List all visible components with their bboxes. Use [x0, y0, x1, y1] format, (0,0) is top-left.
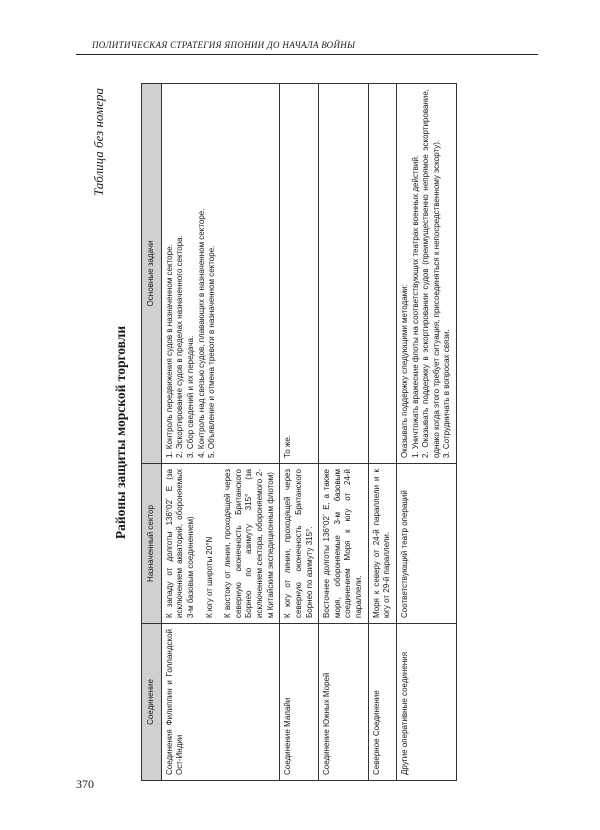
tasks-cell [396, 84, 456, 464]
sector-paragraph: Моря к северу от 24-й параллели и к югу от 29-й параллели. [371, 469, 392, 618]
tasks-cell [319, 84, 369, 464]
column-header-sector: Назначенный сектор [142, 464, 162, 624]
sector-cell [368, 464, 396, 624]
table-row [319, 84, 369, 781]
task-item: 1. Уничтожать вражеские флоты на соответствующих театрах военных действий. [410, 154, 420, 458]
table-row [280, 84, 319, 781]
table-row [396, 84, 456, 781]
tasks-cell [368, 84, 396, 464]
table-caption: Таблица без номера [91, 88, 106, 197]
table-title: Районы защиты морской торговли [113, 325, 128, 540]
sector-paragraph: Восточнее долготы 136°02´ Е, а также моря, обороняемые 3-м базовым соединением Моря к югу от 24-й параллели. [322, 469, 363, 618]
unit-cell: Соединение Южных Морей [319, 624, 369, 781]
header-rule [76, 54, 538, 55]
task-item: Оказывать поддержку следующими методами: [399, 284, 409, 458]
sector-paragraph: К югу от линии, проходящей через северную оконечность Британского Борнео по азимуту 315°. [283, 469, 314, 618]
table-body [161, 84, 456, 781]
sector-paragraph: К западу от долготы 136°02´ Е (за исключением акваторий, обороняемых 3-м базовым соединением) [164, 469, 195, 618]
task-item: 5. Объявление и отмена тревоги в назначенном секторе. [207, 245, 217, 458]
sector-cell [319, 464, 369, 624]
rotated-table-block [91, 84, 524, 781]
task-item: 3. Сотрудничать в вопросах связи. [442, 329, 452, 458]
unit-cell: Соединения Филиппин и Голландской Ост-Индии [161, 624, 280, 781]
sector-paragraph: К востоку от линии, проходящей через северную оконечность Британского Борнео по азимуту 315° (за исключением сектора, обороняемого 2-м Китайским экспедиционным флотом) [223, 469, 275, 618]
table-header-row [142, 84, 162, 781]
column-header-tasks: Основные задачи [142, 84, 162, 464]
unit-cell: Соединение Малайи [280, 624, 319, 781]
sector-cell [280, 464, 319, 624]
tasks-cell [280, 84, 319, 464]
unit-cell: Другие оперативные соединения [396, 624, 456, 781]
task-item: 2. Эскортирование судов в пределах назначенного сектора. [175, 235, 185, 458]
tasks-cell [161, 84, 280, 464]
table-row [368, 84, 396, 781]
sector-cell [161, 464, 280, 624]
column-header-unit: Соединение [142, 624, 162, 781]
task-item: То же. [283, 435, 293, 458]
trade-protection-table [141, 83, 457, 781]
task-item: 4. Контроль над связью судов, плавающих в назначенном секторе. [196, 208, 206, 458]
page-number: 370 [76, 777, 94, 791]
task-item: 1. Контроль передвижения судов в назначенном секторе. [164, 244, 174, 458]
unit-cell: Северное Соединение [368, 624, 396, 781]
sector-cell [396, 464, 456, 624]
sector-paragraph: Соответствующий театр операций [399, 490, 409, 618]
task-item: 3. Сбор сведений и их передача. [185, 335, 195, 458]
running-head: ПОЛИТИЧЕСКАЯ СТРАТЕГИЯ ЯПОНИИ ДО НАЧАЛА ВОЙНЫ [92, 40, 356, 50]
task-item: 2. Оказывать поддержку в эскортировании судов (преимущественно непрямое эскортирование, однако когда этого требует ситуация, присоединяться к непосредственному эскорту). [421, 89, 441, 458]
table-row [161, 84, 280, 781]
sector-paragraph: К югу от широты 20°N [204, 536, 214, 618]
